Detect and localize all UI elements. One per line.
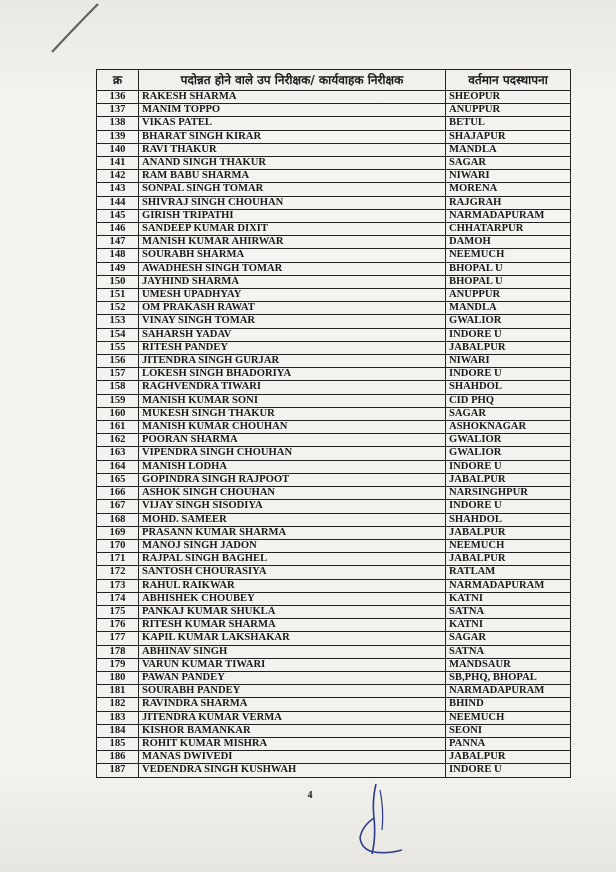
row-officer-name: KISHOR BAMANKAR [139,724,446,737]
row-current-posting: RATLAM [446,566,571,579]
table-row [97,513,571,526]
row-serial: 169 [97,526,139,539]
promotion-roster-table [96,69,571,778]
row-current-posting: MANDLA [446,302,571,315]
row-serial: 166 [97,487,139,500]
row-officer-name: RAGHVENDRA TIWARI [139,381,446,394]
row-current-posting: BHOPAL U [446,275,571,288]
row-officer-name: SAHARSH YADAV [139,328,446,341]
row-officer-name: VARUN KUMAR TIWARI [139,658,446,671]
row-serial: 177 [97,632,139,645]
row-current-posting: NARSINGHPUR [446,487,571,500]
row-serial: 187 [97,764,139,777]
row-officer-name: SOURABH SHARMA [139,249,446,262]
header-serial: क्र [97,70,139,91]
row-serial: 185 [97,737,139,750]
row-officer-name: SOURABH PANDEY [139,685,446,698]
row-current-posting: SATNA [446,605,571,618]
row-officer-name: ASHOK SINGH CHOUHAN [139,487,446,500]
row-serial: 175 [97,605,139,618]
row-officer-name: VINAY SINGH TOMAR [139,315,446,328]
row-serial: 180 [97,671,139,684]
table-header-row [97,70,571,91]
row-officer-name: SANDEEP KUMAR DIXIT [139,223,446,236]
table-row [97,289,571,302]
row-serial: 144 [97,196,139,209]
table-row [97,381,571,394]
handwritten-signature [352,780,412,860]
row-officer-name: KAPIL KUMAR LAKSHAKAR [139,632,446,645]
row-current-posting: JABALPUR [446,751,571,764]
row-serial: 181 [97,685,139,698]
header-current-posting: वर्तमान पदस्थापना [446,70,571,91]
table-row [97,143,571,156]
table-row [97,724,571,737]
table-row [97,223,571,236]
row-serial: 149 [97,262,139,275]
table-row [97,539,571,552]
row-officer-name: RAHUL RAIKWAR [139,579,446,592]
row-serial: 173 [97,579,139,592]
table-row [97,698,571,711]
row-current-posting: JABALPUR [446,473,571,486]
row-officer-name: SANTOSH CHOURASIYA [139,566,446,579]
row-current-posting: GWALIOR [446,315,571,328]
table-row [97,526,571,539]
row-current-posting: GWALIOR [446,447,571,460]
row-current-posting: PANNA [446,737,571,750]
table-row [97,209,571,222]
row-current-posting: SEONI [446,724,571,737]
row-serial: 148 [97,249,139,262]
table-row [97,658,571,671]
row-officer-name: LOKESH SINGH BHADORIYA [139,368,446,381]
row-serial: 159 [97,394,139,407]
table-row [97,236,571,249]
row-current-posting: SATNA [446,645,571,658]
row-serial: 164 [97,460,139,473]
row-serial: 163 [97,447,139,460]
row-serial: 174 [97,592,139,605]
row-serial: 146 [97,223,139,236]
row-officer-name: ABHINAV SINGH [139,645,446,658]
row-current-posting: ANUPPUR [446,289,571,302]
row-current-posting: SHEOPUR [446,91,571,104]
row-current-posting: RAJGRAH [446,196,571,209]
row-current-posting: NARMADAPURAM [446,579,571,592]
row-officer-name: VIPENDRA SINGH CHOUHAN [139,447,446,460]
row-current-posting: ANUPPUR [446,104,571,117]
row-serial: 158 [97,381,139,394]
row-officer-name: RAVINDRA SHARMA [139,698,446,711]
table-row [97,157,571,170]
row-officer-name: MANISH KUMAR AHIRWAR [139,236,446,249]
row-current-posting: KATNI [446,619,571,632]
table-row [97,407,571,420]
row-officer-name: MANIM TOPPO [139,104,446,117]
row-current-posting: BHOPAL U [446,262,571,275]
row-current-posting: NEEMUCH [446,711,571,724]
row-officer-name: MOHD. SAMEER [139,513,446,526]
row-current-posting: CHHATARPUR [446,223,571,236]
row-officer-name: JITENDRA SINGH GURJAR [139,355,446,368]
table-row [97,275,571,288]
table-row [97,394,571,407]
table-row [97,473,571,486]
row-serial: 183 [97,711,139,724]
table-row [97,711,571,724]
row-serial: 152 [97,302,139,315]
row-officer-name: SHIVRAJ SINGH CHOUHAN [139,196,446,209]
table-row [97,170,571,183]
row-serial: 154 [97,328,139,341]
row-officer-name: RAKESH SHARMA [139,91,446,104]
row-officer-name: UMESH UPADHYAY [139,289,446,302]
row-serial: 182 [97,698,139,711]
table-row [97,592,571,605]
row-officer-name: MANISH KUMAR CHOUHAN [139,421,446,434]
row-officer-name: SONPAL SINGH TOMAR [139,183,446,196]
table-row [97,341,571,354]
row-current-posting: JABALPUR [446,341,571,354]
table-body [97,91,571,778]
row-serial: 167 [97,500,139,513]
row-serial: 155 [97,341,139,354]
row-serial: 143 [97,183,139,196]
row-officer-name: AWADHESH SINGH TOMAR [139,262,446,275]
row-serial: 160 [97,407,139,420]
row-current-posting: INDORE U [446,368,571,381]
row-current-posting: SHAHDOL [446,381,571,394]
row-current-posting: BETUL [446,117,571,130]
row-current-posting: KATNI [446,592,571,605]
table-row [97,183,571,196]
table-row [97,117,571,130]
row-current-posting: JABALPUR [446,553,571,566]
row-serial: 145 [97,209,139,222]
row-current-posting: NARMADAPURAM [446,685,571,698]
row-current-posting: SAGAR [446,407,571,420]
row-serial: 168 [97,513,139,526]
table-row [97,130,571,143]
row-current-posting: INDORE U [446,500,571,513]
row-officer-name: RAVI THAKUR [139,143,446,156]
row-current-posting: INDORE U [446,328,571,341]
row-officer-name: GOPINDRA SINGH RAJPOOT [139,473,446,486]
table-row [97,355,571,368]
row-serial: 165 [97,473,139,486]
row-officer-name: OM PRAKASH RAWAT [139,302,446,315]
row-current-posting: SAGAR [446,157,571,170]
table-row [97,434,571,447]
row-officer-name: ROHIT KUMAR MISHRA [139,737,446,750]
row-serial: 170 [97,539,139,552]
row-serial: 136 [97,91,139,104]
row-officer-name: BHARAT SINGH KIRAR [139,130,446,143]
row-current-posting: NIWARI [446,170,571,183]
table-row [97,315,571,328]
table-row [97,632,571,645]
row-officer-name: MUKESH SINGH THAKUR [139,407,446,420]
row-officer-name: MANISH LODHA [139,460,446,473]
row-serial: 157 [97,368,139,381]
table-row [97,91,571,104]
row-serial: 141 [97,157,139,170]
row-officer-name: MANOJ SINGH JADON [139,539,446,552]
table-row [97,605,571,618]
row-serial: 172 [97,566,139,579]
table-row [97,104,571,117]
table-row [97,671,571,684]
row-officer-name: PAWAN PANDEY [139,671,446,684]
row-officer-name: MANISH KUMAR SONI [139,394,446,407]
table-row [97,737,571,750]
row-officer-name: VIJAY SINGH SISODIYA [139,500,446,513]
table-row [97,619,571,632]
row-serial: 137 [97,104,139,117]
row-serial: 186 [97,751,139,764]
row-current-posting: MORENA [446,183,571,196]
row-serial: 156 [97,355,139,368]
row-officer-name: RITESH PANDEY [139,341,446,354]
row-serial: 184 [97,724,139,737]
table-row [97,685,571,698]
row-current-posting: CID PHQ [446,394,571,407]
row-serial: 150 [97,275,139,288]
row-officer-name: VEDENDRA SINGH KUSHWAH [139,764,446,777]
row-serial: 138 [97,117,139,130]
row-officer-name: VIKAS PATEL [139,117,446,130]
row-officer-name: RAM BABU SHARMA [139,170,446,183]
table-row [97,196,571,209]
row-current-posting: BHIND [446,698,571,711]
row-current-posting: INDORE U [446,764,571,777]
row-serial: 139 [97,130,139,143]
row-officer-name: PRASANN KUMAR SHARMA [139,526,446,539]
row-current-posting: GWALIOR [446,434,571,447]
row-officer-name: RITESH KUMAR SHARMA [139,619,446,632]
table-row [97,645,571,658]
row-officer-name: JITENDRA KUMAR VERMA [139,711,446,724]
table-row [97,751,571,764]
table-row [97,487,571,500]
row-officer-name: ABHISHEK CHOUBEY [139,592,446,605]
table-row [97,368,571,381]
table-row [97,579,571,592]
row-current-posting: SB,PHQ, BHOPAL [446,671,571,684]
row-current-posting: INDORE U [446,460,571,473]
table-row [97,262,571,275]
table-row [97,764,571,777]
row-current-posting: NEEMUCH [446,249,571,262]
row-current-posting: NARMADAPURAM [446,209,571,222]
table-row [97,421,571,434]
row-current-posting: SHAHDOL [446,513,571,526]
row-serial: 140 [97,143,139,156]
row-serial: 162 [97,434,139,447]
table-row [97,249,571,262]
row-current-posting: ASHOKNAGAR [446,421,571,434]
header-officer-name: पदोन्नत होने वाले उप निरीक्षक/ कार्यवाहक निरीक्षक [139,70,446,91]
table-row [97,566,571,579]
row-serial: 171 [97,553,139,566]
table-row [97,447,571,460]
row-officer-name: RAJPAL SINGH BAGHEL [139,553,446,566]
table-row [97,500,571,513]
row-serial: 142 [97,170,139,183]
paper-fold-mark [40,0,110,60]
page-number: 4 [307,790,313,801]
row-officer-name: GIRISH TRIPATHI [139,209,446,222]
row-current-posting: SAGAR [446,632,571,645]
row-officer-name: JAYHIND SHARMA [139,275,446,288]
row-officer-name: PANKAJ KUMAR SHUKLA [139,605,446,618]
row-current-posting: NEEMUCH [446,539,571,552]
row-serial: 176 [97,619,139,632]
row-current-posting: MANDLA [446,143,571,156]
row-officer-name: MANAS DWIVEDI [139,751,446,764]
row-serial: 161 [97,421,139,434]
table-row [97,302,571,315]
row-serial: 151 [97,289,139,302]
row-current-posting: SHAJAPUR [446,130,571,143]
row-current-posting: MANDSAUR [446,658,571,671]
row-current-posting: DAMOH [446,236,571,249]
row-current-posting: JABALPUR [446,526,571,539]
row-serial: 179 [97,658,139,671]
row-serial: 178 [97,645,139,658]
row-officer-name: POORAN SHARMA [139,434,446,447]
table-row [97,460,571,473]
row-serial: 147 [97,236,139,249]
table-row [97,328,571,341]
row-serial: 153 [97,315,139,328]
row-current-posting: NIWARI [446,355,571,368]
row-officer-name: ANAND SINGH THAKUR [139,157,446,170]
table-row [97,553,571,566]
